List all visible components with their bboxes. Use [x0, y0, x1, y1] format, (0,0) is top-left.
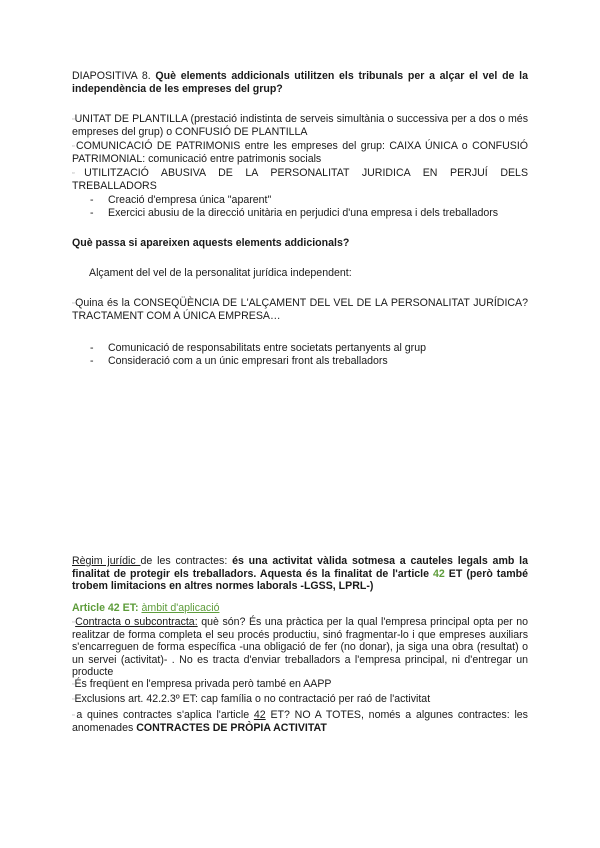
item-comunicacio-patrimonis: ▫COMUNICACIÓ DE PATRIMONIS entre les empreses del grup: CAIXA ÚNICA o CONFUSIÓ PATRIMONIAL: comunicació entre patrimonis socials	[72, 140, 529, 165]
regim-label: Règim jurídic	[72, 555, 141, 567]
question-two: Què passa si apareixen aquests elements addicionals?	[72, 237, 350, 249]
contracta-label: Contracta o subcontracta:	[75, 616, 198, 628]
which-article-number: 42	[253, 709, 266, 721]
propia-activitat-term: CONTRACTES DE PRÒPIA ACTIVITAT	[136, 721, 327, 734]
regim-juridic-paragraph: Règim jurídic de les contractes: és una activitat vàlida sotmesa a cauteles legals amb la finalitat de protegir els treballadors. Aquesta és la finalitat de l'article 42 ET (però també trobem limitacions en altres normes laborals -LGSS, LPRL-)	[72, 555, 528, 592]
slide-question: Què elements addicionals utilitzen els tribunals per a alçar el vel de la independència de les empreses del grup?	[72, 70, 528, 95]
frequent-line: ▫És freqüent en l'empresa privada però també en AAPP	[72, 678, 332, 690]
abuse-sub-list	[72, 194, 528, 219]
bullet-marker: ▫	[72, 170, 85, 177]
slide-label: DIAPOSITIVA 8.	[72, 70, 151, 82]
bullet-marker: ▫	[72, 712, 77, 719]
which-contracts-paragraph: ▫a quines contractes s'aplica l'article 42 ET? NO A TOTES, només a algunes contractes: les anomenades CONTRACTES DE PRÒPIA ACTIVITAT	[72, 709, 528, 734]
bullet-marker: ▫	[72, 143, 76, 150]
list-item: - Comunicació de responsabilitats entre societats pertanyents al grup	[72, 342, 528, 355]
contracta-paragraph: ▫Contracta o subcontracta: què són? És una pràctica per la qual l'empresa principal opta per no realitzar de forma completa el seu procés productiu, sinó fragmentar-lo i que empreses auxiliars s'encarreguen de forma específica -una obligació de fer (no donar), ja siga una obra (resultat) o un servei (activitat)- . No es tracta d'enviar treballadors a l'empresa principal, ni d'entregar un producte	[72, 616, 529, 678]
list-item: - Exercici abusiu de la direcció unitària en perjudici d'una empresa i dels treballadors	[72, 207, 528, 220]
bullet-marker: ▫	[72, 681, 75, 688]
bullet-marker: ▫	[72, 696, 75, 703]
exclusions-line: ▫Exclusions art. 42.2.3º ET: cap família o no contractació per raó de l'activitat	[72, 693, 431, 705]
list-item: - Consideració com a un únic empresari front als treballadors	[72, 355, 528, 368]
consequence-question: ▫Quina és la CONSEQÜÈNCIA DE L'ALÇAMENT DEL VEL DE LA PERSONALITAT JURÍDICA? TRACTAMENT COM A ÚNICA EMPRESA…	[72, 297, 529, 322]
bullet-marker: ▫	[72, 619, 76, 626]
consequence-list	[72, 342, 528, 367]
item-utilitzacio-abusiva: ▫UTILITZACIÓ ABUSIVA DE LA PERSONALITAT JURIDICA EN PERJUÍ DELS TREBALLADORS	[72, 167, 529, 192]
bullet-marker: ▫	[72, 116, 75, 123]
article-title: Article 42 ET:	[72, 602, 139, 614]
article-heading	[72, 602, 528, 615]
article-scope: àmbit d'aplicació	[141, 602, 220, 614]
bullet-marker: ▫	[72, 300, 76, 307]
answer-text: Alçament del vel de la personalitat jurídica independent:	[89, 267, 352, 279]
article-number-highlight: 42	[432, 567, 445, 580]
slide-heading	[72, 70, 528, 95]
list-item: - Creació d'empresa única "aparent"	[72, 194, 528, 207]
item-unitat-plantilla: ▫UNITAT DE PLANTILLA (prestació indistinta de serveis simultània o successiva per a dos o més empreses del grup) o CONFUSIÓ DE PLANTILLA	[72, 113, 528, 138]
